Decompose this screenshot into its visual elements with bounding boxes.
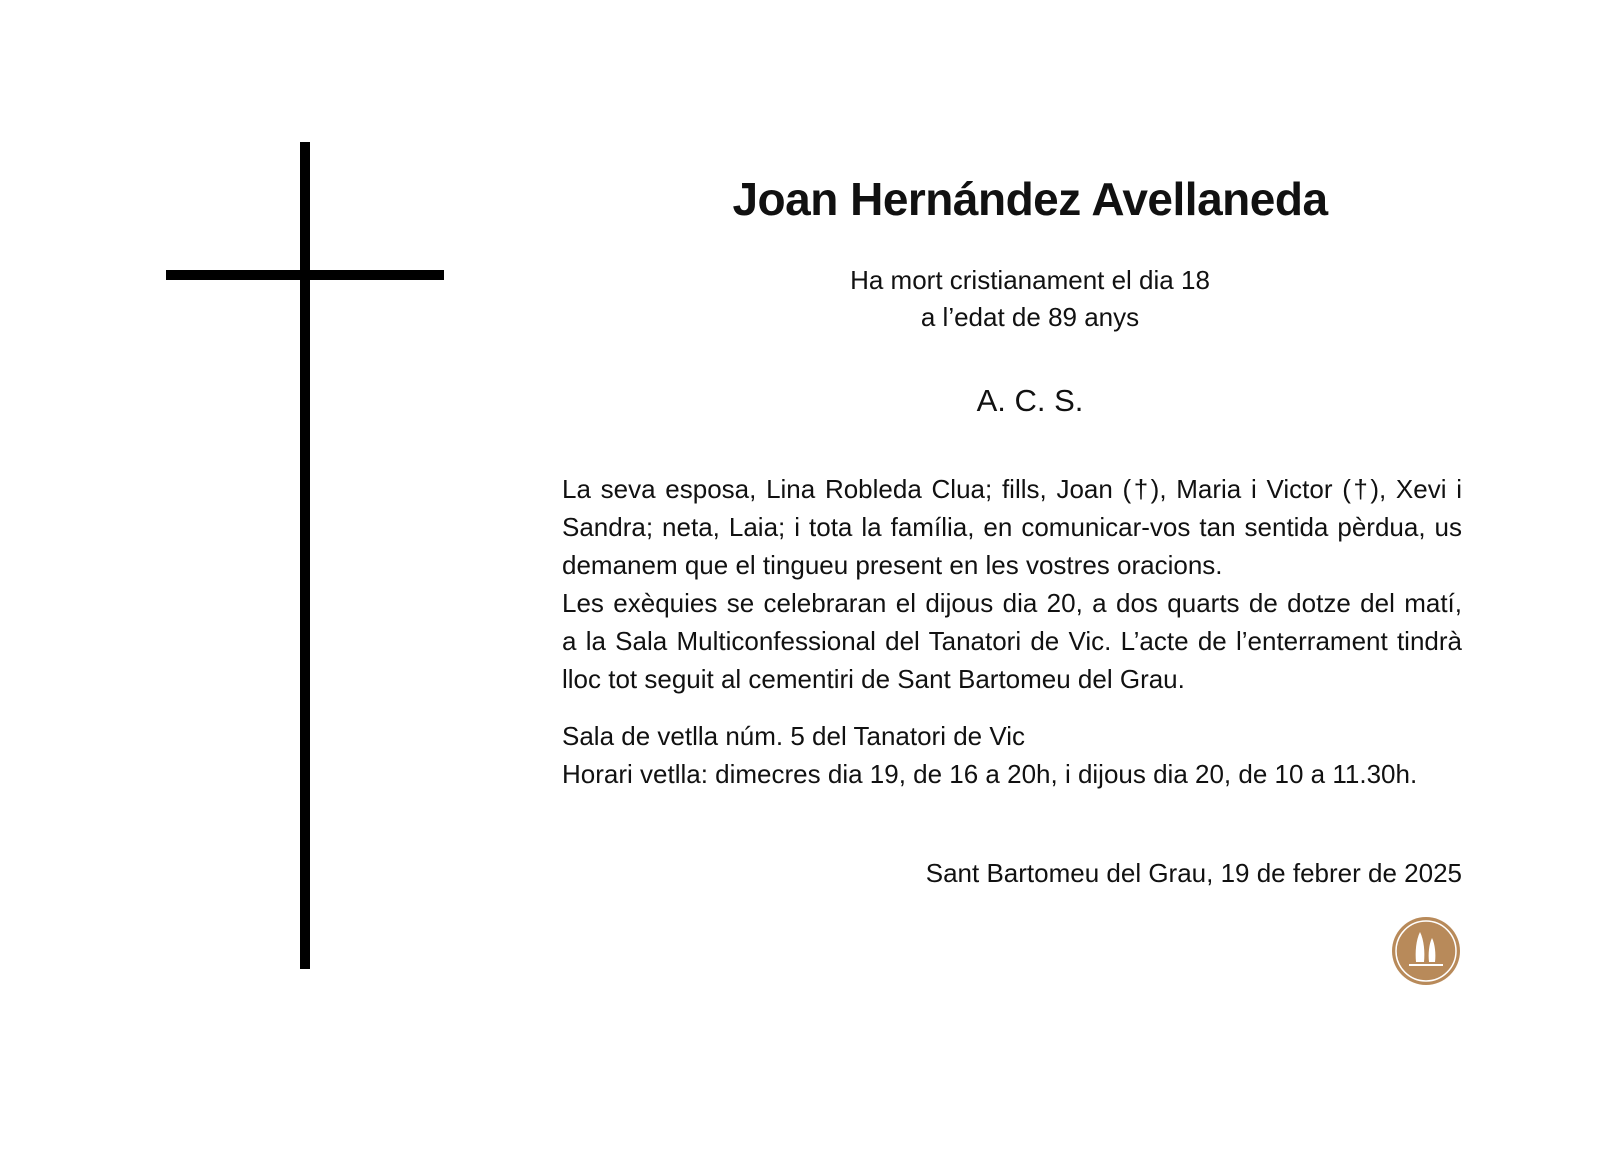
wake-hours: Horari vetlla: dimecres dia 19, de 16 a 20h, i dijous dia 20, de 10 a 11.30h. bbox=[562, 759, 1418, 789]
body-line: a la Sala Multiconfessional del Tanatori de Vic. L’acte de l’enterrament tindrà bbox=[562, 626, 1462, 656]
death-info bbox=[740, 262, 1320, 336]
cypress-trees-logo-icon bbox=[1391, 916, 1461, 986]
cross-icon-horizontal-bar bbox=[166, 270, 444, 280]
death-date-line: Ha mort cristianament el dia 18 bbox=[850, 265, 1210, 295]
death-age-line: a l’edat de 89 anys bbox=[920, 302, 1140, 332]
body-line: lloc tot seguit al cementiri de Sant Bartomeu del Grau. bbox=[562, 664, 1185, 694]
body-line: Sandra; neta, Laia; i tota la família, en comunicar-vos tan sentida pèrdua, us bbox=[562, 512, 1462, 542]
body-line: Les exèquies se celebraran el dijous dia 20, a dos quarts de dotze del matí, bbox=[562, 588, 1462, 618]
cross-icon-vertical-bar bbox=[300, 142, 310, 969]
acs-abbreviation: A. C. S. bbox=[976, 383, 1084, 418]
place-and-date: Sant Bartomeu del Grau, 19 de febrer de 2025 bbox=[925, 858, 1462, 888]
body-line: La seva esposa, Lina Robleda Clua; fills, Joan (†), Maria i Victor (†), Xevi i bbox=[562, 474, 1462, 504]
deceased-name: Joan Hernández Avellaneda bbox=[732, 173, 1328, 225]
wake-room: Sala de vetlla núm. 5 del Tanatori de Vic bbox=[562, 721, 1025, 751]
body-line: demanem que el tingueu present en les vostres oracions. bbox=[562, 550, 1223, 580]
wake-info bbox=[562, 717, 1462, 793]
announcement-body bbox=[562, 470, 1462, 698]
